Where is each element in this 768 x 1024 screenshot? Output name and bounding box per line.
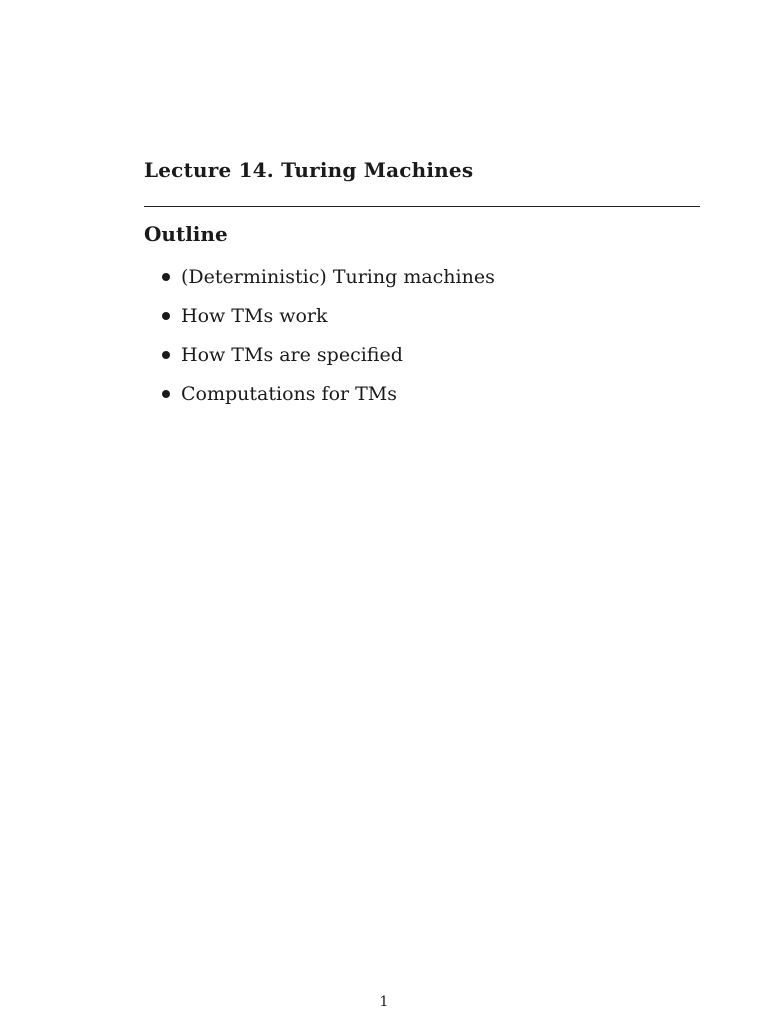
section-heading-outline: Outline [144,222,228,246]
title-divider [144,206,700,207]
outline-item-text: Computations for TMs [181,383,398,405]
outline-item [162,303,495,342]
bullet-icon [162,390,170,398]
bullet-icon [162,312,170,320]
outline-item-text: How TMs work [181,305,328,327]
outline-item [162,264,495,303]
page-number: 1 [379,994,389,1010]
outline-item-text: How TMs are specified [181,344,403,366]
outline-item [162,381,495,420]
outline-item-text: (Deterministic) Turing machines [181,266,495,288]
bullet-icon [162,273,170,281]
outline-list [162,264,495,420]
page-title: Lecture 14. Turing Machines [144,158,474,182]
bullet-icon [162,351,170,359]
outline-item [162,342,495,381]
